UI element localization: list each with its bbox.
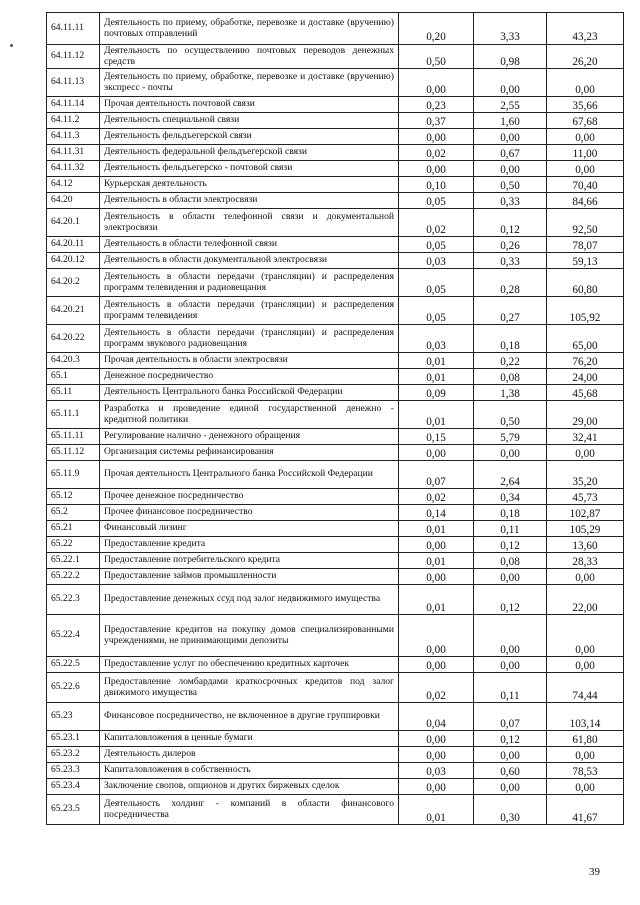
value-1-cell: 0,02 [399, 489, 474, 505]
value-1-cell: 0,14 [399, 505, 474, 521]
value-2-cell: 0,33 [474, 193, 547, 209]
value-1-cell: 0,05 [399, 297, 474, 325]
value-2-cell: 0,00 [474, 569, 547, 585]
code-cell: 64.20.11 [47, 237, 100, 253]
value-3-cell: 59,13 [547, 253, 624, 269]
value-1-cell: 0,03 [399, 763, 474, 779]
page-number: 39 [589, 866, 600, 878]
table-row [47, 193, 624, 209]
table-row [47, 129, 624, 145]
table-row [47, 69, 624, 97]
code-cell: 64.20.21 [47, 297, 100, 325]
code-cell: 65.23.1 [47, 731, 100, 747]
code-cell: 64.20.1 [47, 209, 100, 237]
table-row [47, 673, 624, 703]
value-2-cell: 0,12 [474, 585, 547, 615]
value-3-cell: 74,44 [547, 673, 624, 703]
value-3-cell: 0,00 [547, 129, 624, 145]
value-3-cell: 0,00 [547, 445, 624, 461]
value-2-cell: 0,00 [474, 161, 547, 177]
value-3-cell: 0,00 [547, 615, 624, 657]
activity-name-cell: Деятельность по осуществлению почтовых переводов денежных средств [100, 45, 399, 69]
value-2-cell: 0,50 [474, 401, 547, 429]
activity-name-cell: Деятельность специальной связи [100, 113, 399, 129]
activity-name-cell: Финансовый лизинг [100, 521, 399, 537]
activity-name-cell: Денежное посредничество [100, 369, 399, 385]
value-2-cell: 1,60 [474, 113, 547, 129]
code-cell: 65.12 [47, 489, 100, 505]
table-row [47, 385, 624, 401]
code-cell: 65.23.5 [47, 795, 100, 825]
code-cell: 64.20 [47, 193, 100, 209]
value-1-cell: 0,00 [399, 731, 474, 747]
value-2-cell: 1,38 [474, 385, 547, 401]
activity-name-cell: Прочее финансовое посредничество [100, 505, 399, 521]
activity-name-cell: Деятельность холдинг - компаний в области финансового посредничества [100, 795, 399, 825]
table-row [47, 353, 624, 369]
value-3-cell: 43,23 [547, 13, 624, 45]
value-1-cell: 0,00 [399, 569, 474, 585]
value-1-cell: 0,23 [399, 97, 474, 113]
document-sheet [46, 12, 624, 825]
value-1-cell: 0,00 [399, 657, 474, 673]
value-2-cell: 0,00 [474, 747, 547, 763]
value-1-cell: 0,07 [399, 461, 474, 489]
value-1-cell: 0,02 [399, 145, 474, 161]
value-2-cell: 0,34 [474, 489, 547, 505]
table-row [47, 731, 624, 747]
value-2-cell: 0,07 [474, 703, 547, 731]
value-3-cell: 0,00 [547, 69, 624, 97]
value-3-cell: 45,73 [547, 489, 624, 505]
value-2-cell: 0,00 [474, 129, 547, 145]
code-cell: 65.22.4 [47, 615, 100, 657]
code-cell: 64.20.2 [47, 269, 100, 297]
activity-name-cell: Деятельность в области телефонной связи и документальной электросвязи [100, 209, 399, 237]
code-cell: 65.22 [47, 537, 100, 553]
value-1-cell: 0,02 [399, 673, 474, 703]
code-cell: 65.11.11 [47, 429, 100, 445]
table-row [47, 615, 624, 657]
activity-name-cell: Предоставление кредитов на покупку домов специализированными учреждениями, не принимающими депозиты [100, 615, 399, 657]
value-3-cell: 78,53 [547, 763, 624, 779]
value-3-cell: 102,87 [547, 505, 624, 521]
code-cell: 65.23 [47, 703, 100, 731]
value-2-cell: 0,00 [474, 445, 547, 461]
value-1-cell: 0,00 [399, 129, 474, 145]
value-3-cell: 67,68 [547, 113, 624, 129]
value-3-cell: 105,92 [547, 297, 624, 325]
code-cell: 64.11.2 [47, 113, 100, 129]
activity-name-cell: Деятельность Центрального банка Российской Федерации [100, 385, 399, 401]
activity-name-cell: Предоставление займов промышленности [100, 569, 399, 585]
table-row [47, 521, 624, 537]
value-3-cell: 65,00 [547, 325, 624, 353]
value-3-cell: 11,00 [547, 145, 624, 161]
activity-name-cell: Деятельность по приему, обработке, перевозке и доставке (вручению) экспресс - почты [100, 69, 399, 97]
activity-name-cell: Разработка и проведение единой государственной денежно - кредитной политики [100, 401, 399, 429]
value-1-cell: 0,00 [399, 161, 474, 177]
value-3-cell: 26,20 [547, 45, 624, 69]
value-3-cell: 29,00 [547, 401, 624, 429]
activity-name-cell: Организация системы рефинансирования [100, 445, 399, 461]
code-cell: 64.11.11 [47, 13, 100, 45]
activity-rates-table [46, 12, 624, 825]
code-cell: 65.2 [47, 505, 100, 521]
code-cell: 65.21 [47, 521, 100, 537]
activity-name-cell: Деятельность в области документальной электросвязи [100, 253, 399, 269]
code-cell: 64.11.32 [47, 161, 100, 177]
table-row [47, 747, 624, 763]
activity-name-cell: Деятельность в области передачи (трансляции) и распределения программ телевидения и радиовещания [100, 269, 399, 297]
activity-name-cell: Капиталовложения в собственность [100, 763, 399, 779]
table-row [47, 369, 624, 385]
value-1-cell: 0,00 [399, 445, 474, 461]
value-3-cell: 60,80 [547, 269, 624, 297]
code-cell: 64.11.13 [47, 69, 100, 97]
value-2-cell: 0,11 [474, 673, 547, 703]
value-2-cell: 0,11 [474, 521, 547, 537]
table-row [47, 401, 624, 429]
value-2-cell: 0,98 [474, 45, 547, 69]
value-2-cell: 0,00 [474, 69, 547, 97]
activity-name-cell: Курьерская деятельность [100, 177, 399, 193]
value-2-cell: 0,22 [474, 353, 547, 369]
value-1-cell: 0,05 [399, 193, 474, 209]
activity-name-cell: Предоставление кредита [100, 537, 399, 553]
table-row [47, 763, 624, 779]
value-2-cell: 0,28 [474, 269, 547, 297]
code-cell: 65.11.1 [47, 401, 100, 429]
table-body [47, 13, 624, 825]
table-row [47, 113, 624, 129]
value-1-cell: 0,01 [399, 353, 474, 369]
value-1-cell: 0,03 [399, 253, 474, 269]
value-1-cell: 0,02 [399, 209, 474, 237]
value-3-cell: 70,40 [547, 177, 624, 193]
table-row [47, 297, 624, 325]
table-row [47, 13, 624, 45]
value-3-cell: 0,00 [547, 657, 624, 673]
code-cell: 65.22.2 [47, 569, 100, 585]
code-cell: 65.23.3 [47, 763, 100, 779]
table-row [47, 97, 624, 113]
value-2-cell: 0,12 [474, 731, 547, 747]
code-cell: 64.20.3 [47, 353, 100, 369]
value-3-cell: 76,20 [547, 353, 624, 369]
value-1-cell: 0,05 [399, 269, 474, 297]
table-row [47, 145, 624, 161]
table-row [47, 461, 624, 489]
value-1-cell: 0,20 [399, 13, 474, 45]
activity-name-cell: Предоставление услуг по обеспечению кредитных карточек [100, 657, 399, 673]
code-cell: 64.12 [47, 177, 100, 193]
code-cell: 64.20.22 [47, 325, 100, 353]
table-row [47, 553, 624, 569]
table-row [47, 505, 624, 521]
code-cell: 64.11.3 [47, 129, 100, 145]
table-row [47, 161, 624, 177]
value-3-cell: 41,67 [547, 795, 624, 825]
value-2-cell: 0,00 [474, 615, 547, 657]
table-row [47, 703, 624, 731]
table-row [47, 779, 624, 795]
table-row [47, 489, 624, 505]
value-2-cell: 5,79 [474, 429, 547, 445]
activity-name-cell: Прочая деятельность Центрального банка Российской Федерации [100, 461, 399, 489]
activity-name-cell: Деятельность в области электросвязи [100, 193, 399, 209]
table-row [47, 537, 624, 553]
value-3-cell: 84,66 [547, 193, 624, 209]
table-row [47, 237, 624, 253]
code-cell: 65.23.4 [47, 779, 100, 795]
value-2-cell: 0,67 [474, 145, 547, 161]
value-2-cell: 0,30 [474, 795, 547, 825]
code-cell: 65.23.2 [47, 747, 100, 763]
value-3-cell: 35,20 [547, 461, 624, 489]
code-cell: 65.11.9 [47, 461, 100, 489]
activity-name-cell: Предоставление денежных ссуд под залог недвижимого имущества [100, 585, 399, 615]
table-row [47, 585, 624, 615]
value-3-cell: 45,68 [547, 385, 624, 401]
value-1-cell: 0,01 [399, 553, 474, 569]
value-2-cell: 0,33 [474, 253, 547, 269]
code-cell: 65.11.12 [47, 445, 100, 461]
activity-name-cell: Деятельность дилеров [100, 747, 399, 763]
value-3-cell: 22,00 [547, 585, 624, 615]
code-cell: 65.11 [47, 385, 100, 401]
value-2-cell: 0,18 [474, 505, 547, 521]
value-3-cell: 32,41 [547, 429, 624, 445]
value-1-cell: 0,03 [399, 325, 474, 353]
code-cell: 64.20.12 [47, 253, 100, 269]
value-1-cell: 0,50 [399, 45, 474, 69]
value-1-cell: 0,00 [399, 779, 474, 795]
value-3-cell: 92,50 [547, 209, 624, 237]
value-3-cell: 105,29 [547, 521, 624, 537]
code-cell: 65.22.6 [47, 673, 100, 703]
value-1-cell: 0,00 [399, 69, 474, 97]
code-cell: 65.22.3 [47, 585, 100, 615]
table-row [47, 209, 624, 237]
value-1-cell: 0,01 [399, 521, 474, 537]
value-1-cell: 0,04 [399, 703, 474, 731]
value-1-cell: 0,01 [399, 369, 474, 385]
value-3-cell: 35,66 [547, 97, 624, 113]
activity-name-cell: Деятельность в области передачи (трансляции) и распределения программ звукового радиовещания [100, 325, 399, 353]
code-cell: 64.11.14 [47, 97, 100, 113]
value-2-cell: 0,00 [474, 657, 547, 673]
code-cell: 64.11.31 [47, 145, 100, 161]
value-2-cell: 2,55 [474, 97, 547, 113]
table-row [47, 45, 624, 69]
activity-name-cell: Прочая деятельность в области электросвязи [100, 353, 399, 369]
value-2-cell: 0,12 [474, 209, 547, 237]
value-2-cell: 0,18 [474, 325, 547, 353]
value-1-cell: 0,00 [399, 747, 474, 763]
code-cell: 65.1 [47, 369, 100, 385]
activity-name-cell: Финансовое посредничество, не включенное в другие группировки [100, 703, 399, 731]
table-row [47, 657, 624, 673]
value-2-cell: 0,12 [474, 537, 547, 553]
activity-name-cell: Предоставление ломбардами краткосрочных кредитов под залог движимого имущества [100, 673, 399, 703]
value-2-cell: 0,08 [474, 553, 547, 569]
value-3-cell: 103,14 [547, 703, 624, 731]
activity-name-cell: Деятельность федеральной фельдъегерской связи [100, 145, 399, 161]
code-cell: 65.22.1 [47, 553, 100, 569]
value-1-cell: 0,00 [399, 615, 474, 657]
table-row [47, 269, 624, 297]
value-1-cell: 0,00 [399, 537, 474, 553]
value-1-cell: 0,09 [399, 385, 474, 401]
value-3-cell: 13,60 [547, 537, 624, 553]
activity-name-cell: Предоставление потребительского кредита [100, 553, 399, 569]
value-2-cell: 0,08 [474, 369, 547, 385]
value-2-cell: 0,26 [474, 237, 547, 253]
table-row [47, 325, 624, 353]
activity-name-cell: Прочее денежное посредничество [100, 489, 399, 505]
value-3-cell: 28,33 [547, 553, 624, 569]
activity-name-cell: Заключение свопов, опционов и других биржевых сделок [100, 779, 399, 795]
table-row [47, 795, 624, 825]
table-row [47, 445, 624, 461]
value-1-cell: 0,15 [399, 429, 474, 445]
value-1-cell: 0,37 [399, 113, 474, 129]
value-1-cell: 0,01 [399, 401, 474, 429]
value-1-cell: 0,01 [399, 585, 474, 615]
table-row [47, 569, 624, 585]
value-3-cell: 78,07 [547, 237, 624, 253]
activity-name-cell: Капиталовложения в ценные бумаги [100, 731, 399, 747]
value-3-cell: 0,00 [547, 161, 624, 177]
activity-name-cell: Деятельность фельдъегерско - почтовой связи [100, 161, 399, 177]
code-cell: 65.22.5 [47, 657, 100, 673]
value-1-cell: 0,01 [399, 795, 474, 825]
value-3-cell: 61,80 [547, 731, 624, 747]
value-2-cell: 3,33 [474, 13, 547, 45]
code-cell: 64.11.12 [47, 45, 100, 69]
table-row [47, 429, 624, 445]
value-3-cell: 0,00 [547, 747, 624, 763]
value-1-cell: 0,05 [399, 237, 474, 253]
activity-name-cell: Деятельность в области телефонной связи [100, 237, 399, 253]
value-3-cell: 0,00 [547, 569, 624, 585]
value-2-cell: 2,64 [474, 461, 547, 489]
table-row [47, 177, 624, 193]
value-3-cell: 24,00 [547, 369, 624, 385]
value-2-cell: 0,60 [474, 763, 547, 779]
activity-name-cell: Прочая деятельность почтовой связи [100, 97, 399, 113]
value-1-cell: 0,10 [399, 177, 474, 193]
value-2-cell: 0,00 [474, 779, 547, 795]
value-2-cell: 0,50 [474, 177, 547, 193]
scan-speck [10, 44, 13, 47]
table-row [47, 253, 624, 269]
activity-name-cell: Регулирование налично - денежного обращения [100, 429, 399, 445]
value-2-cell: 0,27 [474, 297, 547, 325]
activity-name-cell: Деятельность в области передачи (трансляции) и распределения программ телевидения [100, 297, 399, 325]
activity-name-cell: Деятельность по приему, обработке, перевозке и доставке (вручению) почтовых отправлений [100, 13, 399, 45]
activity-name-cell: Деятельность фельдъегерской связи [100, 129, 399, 145]
value-3-cell: 0,00 [547, 779, 624, 795]
